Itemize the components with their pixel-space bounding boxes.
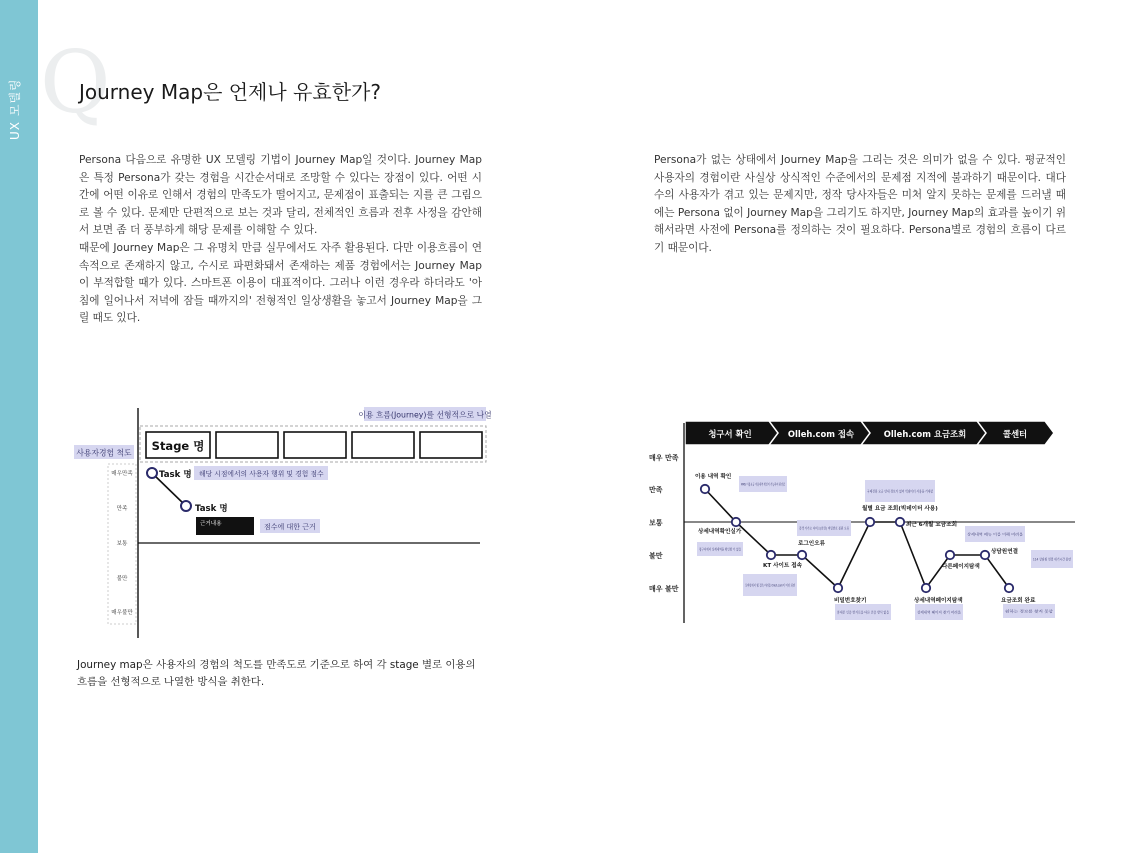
level-label: 불만 xyxy=(649,552,663,560)
stage-box-empty xyxy=(420,432,482,458)
left-paragraph-1: Persona 다음으로 유명한 UX 모델링 기법이 Journey Map일 것이다. Journey Map은 특정 Persona가 갖는 경험을 시간순서대로 조망할 수 있다는 장점이 있다. 어떤 시간에 어떤 이유로 인해서 경험의 만족도가 떨어지고, 문제점이 표출되는 지를 큰 그림으로 볼 수 있다. 문제만 단편적으로 보는 것과 달리, 전체적인 흐름과 전후 사정을 감안해서 보면 좀 더 풍부하게 해당 문제를 이해할 수 있다. xyxy=(79,154,482,237)
stage-label: 콜센터 xyxy=(1002,429,1028,439)
note-text: 상세내역 메뉴 이름 이해 어려움 xyxy=(967,532,1012,537)
journey-point xyxy=(732,518,740,526)
journey-point xyxy=(1005,584,1013,592)
task-label: Task 명 xyxy=(195,504,228,514)
stage-label: Olleh.com 접속 xyxy=(787,429,855,439)
journey-point-label: 최근 6개월 요금조회 xyxy=(906,522,958,528)
journey-point-label: KT 사이트 접속 xyxy=(763,563,803,569)
note-text: 국제전화 요금 안내 정보가 없어 빅데이터 사용을 기대함 xyxy=(867,489,945,494)
journey-point xyxy=(834,584,842,592)
journey-point xyxy=(946,551,954,559)
journey-point-label: 상세내역페이지탐색 xyxy=(914,598,963,604)
stage-box-empty xyxy=(216,432,278,458)
task-label: Task 명 xyxy=(159,470,192,480)
left-body-text xyxy=(79,152,482,328)
right-paragraph-1: Persona가 없는 상태에서 Journey Map을 그리는 것은 의미가 없을 수 있다. 평균적인 사용자의 경험이란 사실상 상식적인 수준에서의 문제점 지적에 불과하기 때문이다. 대다수의 사용자가 겪고 있는 문제지만, 정작 당사자들은 미처 알지 못하는 문제를 드러낼 때에는 Persona 없이 Journey Map을 그리기도 하지만, Journey Map의 효과를 높이기 위해서라면 사전에 Persona를 정의하는 것이 필요하다. Persona별로 경험의 흐름이 다르기 때문이다. xyxy=(654,154,1066,254)
level-label: 매우 만족 xyxy=(649,454,679,462)
journey-point xyxy=(701,485,709,493)
level-label: 보통 xyxy=(649,519,663,527)
journey-point-label: 상담원연결 xyxy=(991,549,1019,555)
journey-point xyxy=(922,584,930,592)
right-body-text xyxy=(654,152,1066,258)
q-watermark: Q xyxy=(40,33,111,133)
task-node xyxy=(181,501,191,511)
journey-line xyxy=(705,489,1009,588)
journey-map-template-diagram xyxy=(70,400,500,645)
note-text: 원하는 정보를 찾지 못함 xyxy=(1005,609,1039,614)
task-description: 해당 시점에서의 사용자 행위 및 경험 점수 xyxy=(199,470,324,478)
stage-box-empty xyxy=(284,432,346,458)
journey-point xyxy=(798,551,806,559)
level-label: 불만 xyxy=(116,576,128,582)
note-text: 검색 카카오 서비스(안전) 비밀번호 불편 오류 xyxy=(799,526,862,531)
basis-description: 점수에 대한 근거 xyxy=(264,523,316,531)
stage-label: Olleh.com 요금조회 xyxy=(883,429,967,439)
level-label: 만족 xyxy=(116,506,128,512)
scale-label: 사용자경험 척도 xyxy=(76,448,132,458)
journey-point-label: 월별 요금 조회(빅데이터 사용) xyxy=(862,506,938,512)
journey-point xyxy=(767,551,775,559)
journey-point-label: 이용 내역 확인 xyxy=(695,474,732,480)
left-paragraph-2: 때문에 Journey Map은 그 유명치 만큼 실무에서도 자주 활용된다. 다만 이용흐름이 연속적으로 존재하지 않고, 수시로 파편화돼서 존재하는 제품 경험에서는 Journey Map이 부적합할 때가 있다. 스마트폰 이용이 대표적이다. 그러나 이런 경우라 하더라도 '아침에 일어나서 저녁에 잠들 때까지의' 전형적인 일상생활을 놓고서 Journey Map을 그릴 때도 있다. xyxy=(79,241,482,325)
page-title: Journey Map은 언제나 유효한가? xyxy=(79,80,381,104)
journey-point xyxy=(866,518,874,526)
note-text: 모바일에서 웹 접속 어려움 Olleh.com이 여러 화면 xyxy=(745,583,817,588)
sidebar xyxy=(0,0,38,853)
note-text: MMS 이용요금 이용내역 확인이 가능하여 편리함 xyxy=(741,482,810,487)
sidebar-label: UX 모델링 xyxy=(8,78,22,140)
journey-point xyxy=(981,551,989,559)
journey-point-label: 다른페이지탐색 xyxy=(942,564,980,570)
note-text: 휴대폰 인증 번거로움 다른 인증 방식 없음 xyxy=(837,610,896,615)
basis-tag-text: 근거내용 xyxy=(200,521,222,527)
level-label: 매우불만 xyxy=(111,610,133,616)
journey-point-label: 상세내역확인실가 xyxy=(698,529,742,535)
note-text: 청구서에서 상세내역을 확인할 수 없음 xyxy=(699,547,753,552)
task-node xyxy=(147,468,157,478)
level-label: 만족 xyxy=(649,486,663,494)
stage-label: 청구서 확인 xyxy=(708,429,752,439)
note-text: 상세내역 페이지 찾기 어려움 xyxy=(917,610,957,615)
level-label: 매우 불만 xyxy=(649,585,679,593)
journey-point-label: 요금조회 완료 xyxy=(1001,598,1036,604)
note-text: 114 상담원 연결 대기시간 불만 xyxy=(1033,557,1078,562)
journey-point xyxy=(896,518,904,526)
level-label: 매우만족 xyxy=(111,471,133,477)
stage-label: Stage 명 xyxy=(151,439,205,453)
level-label: 보통 xyxy=(116,541,128,547)
flow-label: 이용 흐름(Journey)를 선형적으로 나열 xyxy=(358,410,492,420)
diagram-caption: Journey map은 사용자의 경험의 척도를 만족도로 기준으로 하여 각 stage 별로 이용의 흐름을 선형적으로 나열한 방식을 취한다. xyxy=(77,659,476,688)
journey-point-label: 비밀번호찾기 xyxy=(834,598,867,604)
journey-map-example-diagram xyxy=(645,418,1085,628)
stage-box-empty xyxy=(352,432,414,458)
journey-point-label: 로그인오류 xyxy=(798,541,826,547)
